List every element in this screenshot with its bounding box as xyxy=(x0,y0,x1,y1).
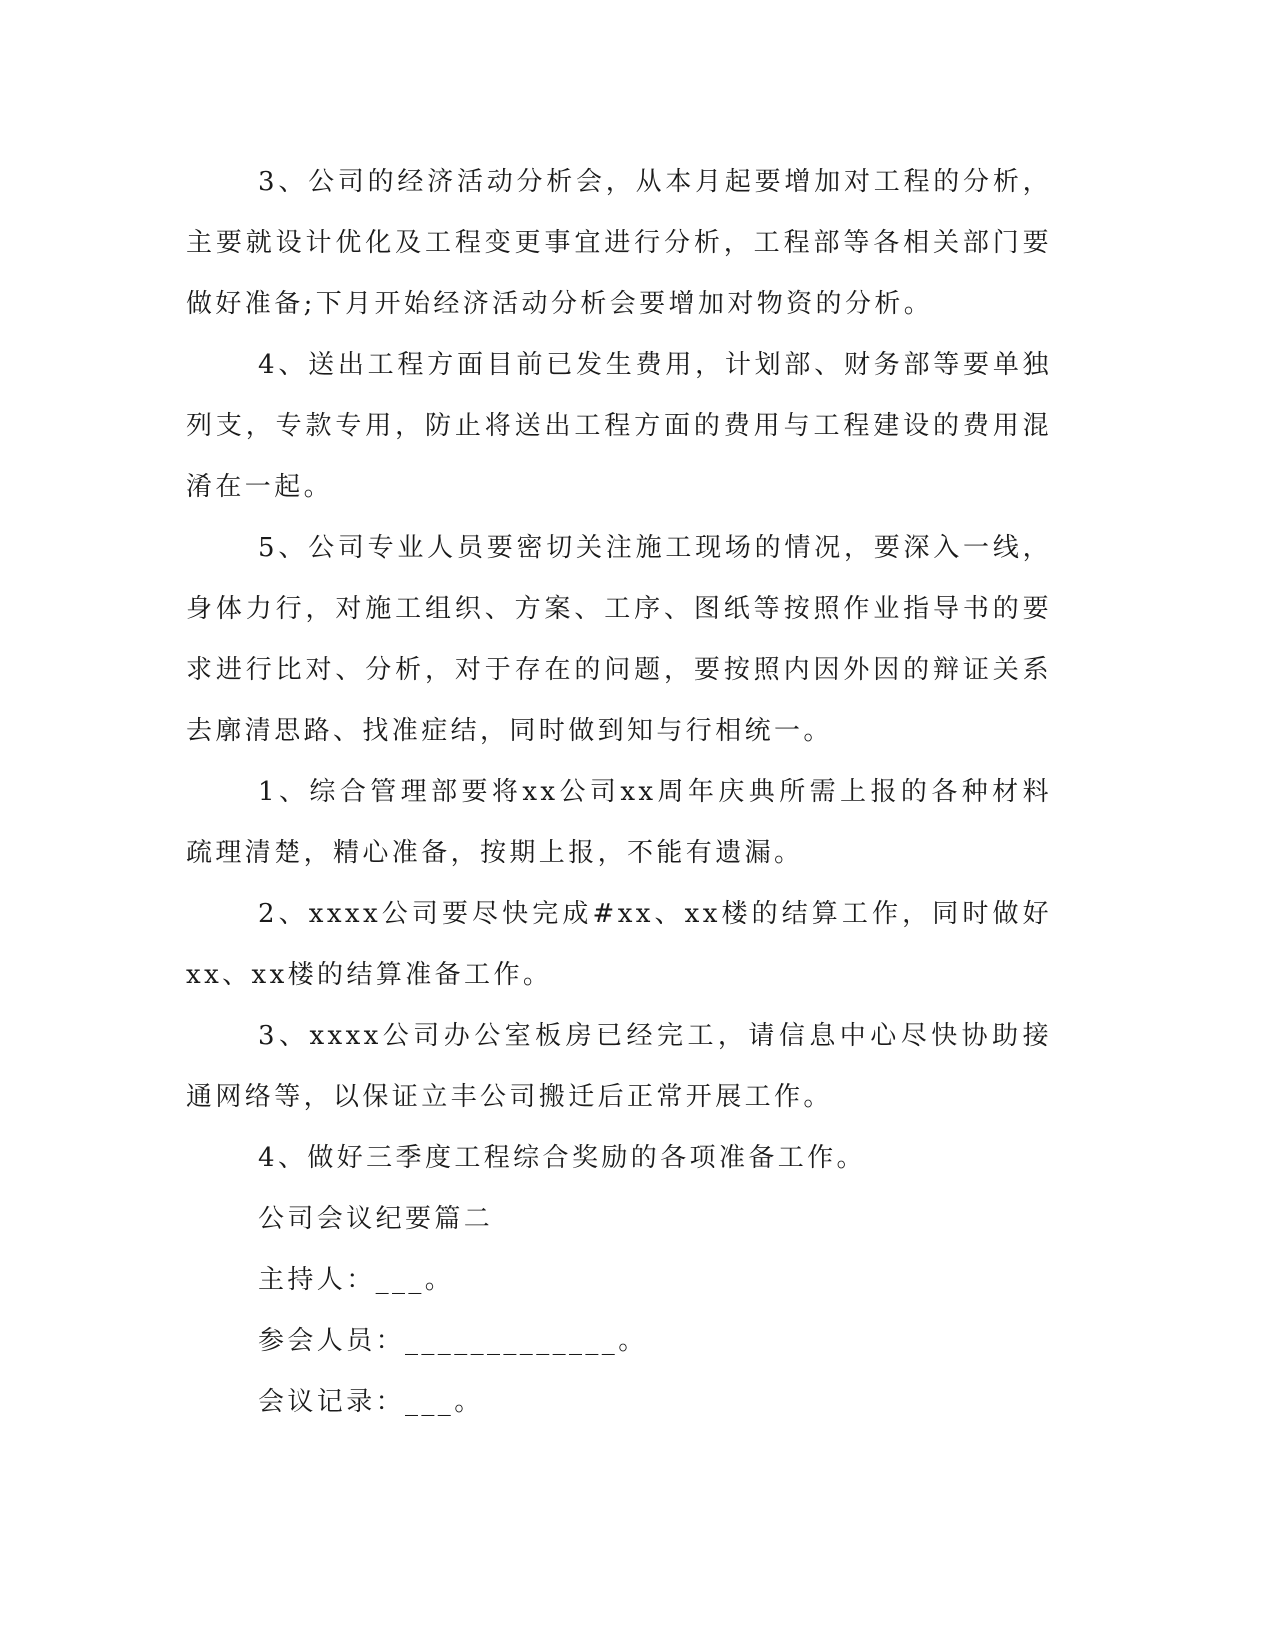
paragraph-item-3-network: 3、xxxx公司办公室板房已经完工，请信息中心尽快协助接通网络等，以保证立丰公司搬迁后正常开展工作。 xyxy=(186,1021,1052,1112)
paragraph-item-4-expenses: 4、送出工程方面目前已发生费用，计划部、财务部等要单独列支，专款专用，防止将送出工程方面的费用与工程建设的费用混淆在一起。 xyxy=(186,350,1052,502)
paragraph-item-5-site: 5、公司专业人员要密切关注施工现场的情况，要深入一线，身体力行，对施工组织、方案、工序、图纸等按照作业指导书的要求进行比对、分析，对于存在的问题，要按照内因外因的辩证关系去廓清思路、找准症结，同时做到知与行相统一。 xyxy=(186,533,1052,746)
document-body xyxy=(186,152,1052,1433)
section-title: 公司会议纪要篇二 xyxy=(258,1204,494,1234)
attendees-line: 参会人员：_____________。 xyxy=(258,1326,648,1356)
paragraph-item-2-settlement: 2、xxxx公司要尽快完成#xx、xx楼的结算工作，同时做好xx、xx楼的结算准备工作。 xyxy=(186,899,1052,990)
paragraph-item-3-analysis: 3、公司的经济活动分析会，从本月起要增加对工程的分析，主要就设计优化及工程变更事宜进行分析，工程部等各相关部门要做好准备;下月开始经济活动分析会要增加对物资的分析。 xyxy=(186,167,1052,319)
paragraph-item-1-materials: 1、综合管理部要将xx公司xx周年庆典所需上报的各种材料疏理清楚，精心准备，按期上报，不能有遗漏。 xyxy=(186,777,1052,868)
recorder-line: 会议记录：___。 xyxy=(258,1387,484,1417)
host-line: 主持人：___。 xyxy=(258,1265,455,1295)
paragraph-item-4-rewards: 4、做好三季度工程综合奖励的各项准备工作。 xyxy=(258,1143,866,1173)
